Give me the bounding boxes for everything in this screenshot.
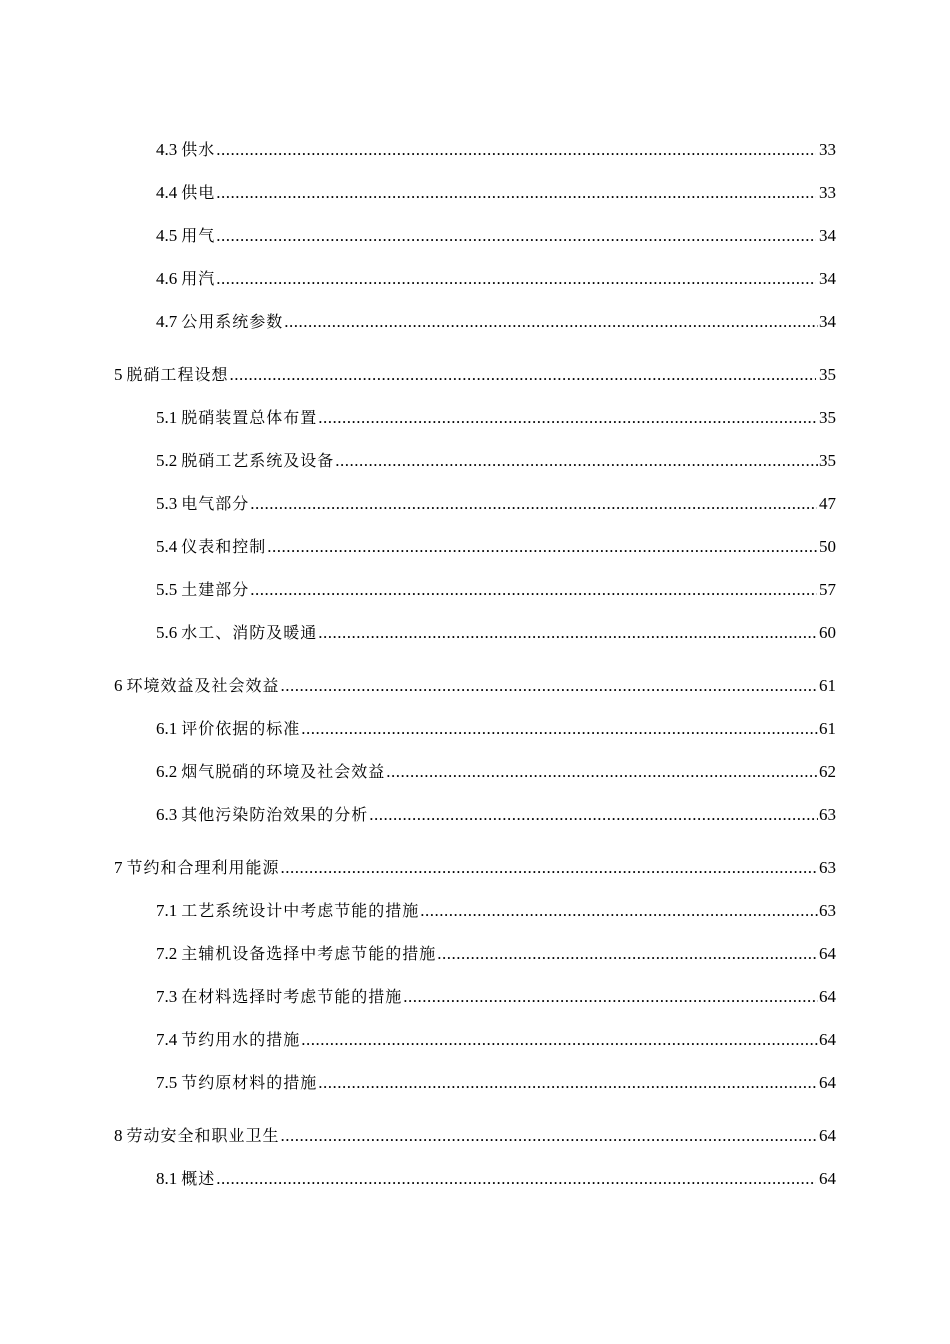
toc-entry-title: 仪表和控制: [181, 537, 267, 556]
toc-entry-title: 公用系统参数: [181, 312, 284, 331]
toc-entry-number: 4.4: [156, 183, 178, 202]
toc-section-entry[interactable]: [0, 179, 950, 222]
toc-section-entry[interactable]: [0, 715, 950, 758]
toc-entry-title: 脱硝工程设想: [126, 365, 229, 384]
toc-dot-leader: [216, 265, 816, 293]
toc-section-entry[interactable]: [0, 983, 950, 1026]
toc-entry-number: 5.4: [156, 537, 178, 556]
toc-chapter-entry[interactable]: [0, 672, 950, 715]
toc-section-entry[interactable]: [0, 576, 950, 619]
toc-entry-number: 5: [114, 365, 123, 384]
toc-dot-leader: [267, 533, 817, 561]
toc-entry-title: 电气部分: [181, 494, 250, 513]
toc-entry-title: 节约用水的措施: [181, 1030, 301, 1049]
toc-entry-number: 4.3: [156, 140, 178, 159]
toc-entry-page-number: 64: [819, 1126, 836, 1145]
toc-entry-number: 5.2: [156, 451, 178, 470]
toc-entry-number: 6.2: [156, 762, 178, 781]
toc-entry-page-number: 62: [819, 762, 836, 781]
toc-dot-leader: [335, 447, 818, 475]
toc-section-entry[interactable]: [0, 619, 950, 662]
toc-entry-number: 5.1: [156, 408, 178, 427]
toc-dot-leader: [386, 758, 818, 786]
toc-entry-number: 4.6: [156, 269, 178, 288]
toc-entry-title: 评价依据的标准: [181, 719, 301, 738]
toc-dot-leader: [216, 136, 816, 164]
toc-section-entry[interactable]: [0, 533, 950, 576]
toc-entry-title: 供电: [181, 183, 216, 202]
toc-entry-number: 6.3: [156, 805, 178, 824]
toc-entry-number: 7.3: [156, 987, 178, 1006]
toc-dot-leader: [281, 672, 818, 700]
toc-entry-page-number: 35: [819, 408, 836, 427]
toc-entry-number: 5.3: [156, 494, 178, 513]
toc-dot-leader: [318, 619, 818, 647]
toc-section-entry[interactable]: [0, 801, 950, 844]
toc-entry-number: 4.5: [156, 226, 178, 245]
toc-dot-leader: [250, 576, 817, 604]
toc-entry-title: 概述: [181, 1169, 216, 1188]
toc-dot-leader: [281, 854, 818, 882]
toc-section-entry[interactable]: [0, 1026, 950, 1069]
toc-entry-page-number: 33: [819, 140, 836, 159]
toc-entry-number: 6.1: [156, 719, 178, 738]
toc-entry-title: 烟气脱硝的环境及社会效益: [181, 762, 386, 781]
toc-chapter-entry[interactable]: [0, 854, 950, 897]
toc-entry-title: 用汽: [181, 269, 216, 288]
toc-entry-page-number: 64: [819, 987, 836, 1006]
toc-section-entry[interactable]: [0, 136, 950, 179]
toc-entry-page-number: 63: [819, 805, 836, 824]
toc-entry-number: 7: [114, 858, 123, 877]
toc-entry-page-number: 33: [819, 183, 836, 202]
toc-section-entry[interactable]: [0, 1069, 950, 1112]
toc-entry-page-number: 61: [819, 719, 836, 738]
toc-entry-page-number: 57: [819, 580, 836, 599]
toc-entry-title: 在材料选择时考虑节能的措施: [181, 987, 403, 1006]
toc-entry-page-number: 60: [819, 623, 836, 642]
toc-entry-title: 脱硝装置总体布置: [181, 408, 318, 427]
toc-entry-title: 水工、消防及暖通: [181, 623, 318, 642]
toc-dot-leader: [250, 490, 817, 518]
toc-entry-page-number: 61: [819, 676, 836, 695]
toc-entry-number: 4.7: [156, 312, 178, 331]
toc-entry-page-number: 34: [819, 226, 836, 245]
toc-dot-leader: [318, 404, 818, 432]
toc-entry-page-number: 50: [819, 537, 836, 556]
toc-section-entry[interactable]: [0, 404, 950, 447]
toc-section-entry[interactable]: [0, 490, 950, 533]
toc-section-entry[interactable]: [0, 447, 950, 490]
toc-entry-number: 7.2: [156, 944, 178, 963]
toc-entry-number: 8: [114, 1126, 123, 1145]
toc-entry-number: 5.5: [156, 580, 178, 599]
toc-dot-leader: [420, 897, 818, 925]
toc-dot-leader: [216, 179, 816, 207]
toc-section-entry[interactable]: [0, 758, 950, 801]
toc-entry-page-number: 63: [819, 901, 836, 920]
toc-entry-number: 6: [114, 676, 123, 695]
toc-dot-leader: [369, 801, 818, 829]
toc-entry-page-number: 34: [819, 269, 836, 288]
toc-entry-number: 7.1: [156, 901, 178, 920]
toc-chapter-entry[interactable]: [0, 1122, 950, 1165]
toc-entry-title: 工艺系统设计中考虑节能的措施: [181, 901, 420, 920]
toc-section-entry[interactable]: [0, 222, 950, 265]
toc-section-entry[interactable]: [0, 265, 950, 308]
toc-dot-leader: [403, 983, 818, 1011]
toc-entry-title: 土建部分: [181, 580, 250, 599]
toc-chapter-entry[interactable]: [0, 361, 950, 404]
toc-entry-number: 5.6: [156, 623, 178, 642]
toc-entry-page-number: 64: [819, 1073, 836, 1092]
table-of-contents: [0, 136, 950, 1208]
toc-entry-title: 用气: [181, 226, 216, 245]
toc-entry-title: 供水: [181, 140, 216, 159]
toc-entry-number: 7.5: [156, 1073, 178, 1092]
toc-entry-page-number: 64: [819, 1030, 836, 1049]
toc-entry-page-number: 34: [819, 312, 836, 331]
toc-dot-leader: [318, 1069, 818, 1097]
toc-entry-title: 节约原材料的措施: [181, 1073, 318, 1092]
toc-section-entry[interactable]: [0, 940, 950, 983]
toc-dot-leader: [301, 715, 818, 743]
toc-entry-page-number: 35: [819, 451, 836, 470]
toc-entry-number: 7.4: [156, 1030, 178, 1049]
toc-entry-title: 劳动安全和职业卫生: [126, 1126, 280, 1145]
toc-entry-page-number: 47: [819, 494, 836, 513]
toc-entry-number: 8.1: [156, 1169, 178, 1188]
toc-entry-title: 节约和合理利用能源: [126, 858, 280, 877]
toc-section-entry[interactable]: [0, 1165, 950, 1208]
toc-entry-title: 主辅机设备选择中考虑节能的措施: [181, 944, 437, 963]
toc-entry-title: 脱硝工艺系统及设备: [181, 451, 335, 470]
toc-entry-title: 环境效益及社会效益: [126, 676, 280, 695]
toc-dot-leader: [284, 308, 818, 336]
toc-dot-leader: [216, 222, 816, 250]
toc-entry-title: 其他污染防治效果的分析: [181, 805, 369, 824]
toc-entry-page-number: 64: [819, 1169, 836, 1188]
toc-dot-leader: [437, 940, 818, 968]
toc-entry-page-number: 63: [819, 858, 836, 877]
toc-entry-page-number: 35: [819, 365, 836, 384]
toc-section-entry[interactable]: [0, 308, 950, 351]
toc-dot-leader: [301, 1026, 818, 1054]
toc-dot-leader: [216, 1165, 816, 1193]
toc-entry-page-number: 64: [819, 944, 836, 963]
toc-section-entry[interactable]: [0, 897, 950, 940]
toc-dot-leader: [281, 1122, 818, 1150]
toc-dot-leader: [230, 361, 817, 389]
